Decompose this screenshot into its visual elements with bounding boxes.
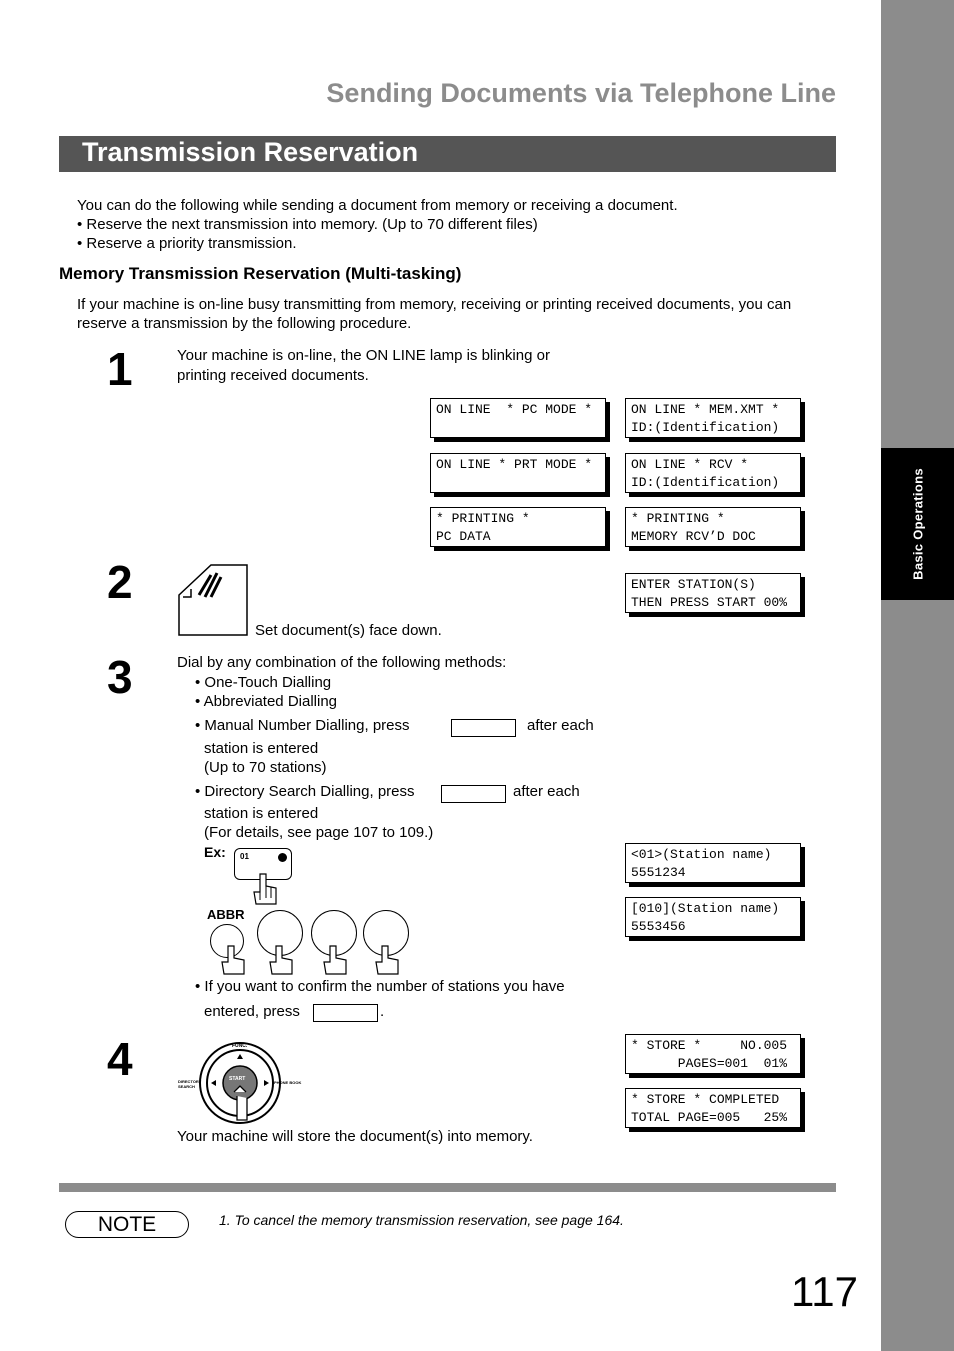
step-number: 1: [107, 343, 133, 395]
divider: [59, 1183, 836, 1192]
lcd-display: [010](Station name) 5553456: [625, 897, 801, 937]
intro-text: You can do the following while sending a document from memory or receiving a document.: [77, 197, 678, 214]
panel-label: DIRECTORY SEARCH: [178, 1079, 202, 1089]
note-label: NOTE: [65, 1211, 189, 1238]
subsection-text: If your machine is on-line busy transmitting from memory, receiving or printing received documents, you can: [77, 296, 792, 313]
lcd-display: ON LINE * MEM.XMT * ID:(Identification): [625, 398, 801, 438]
step-text: Your machine will store the document(s) into memory.: [177, 1128, 533, 1145]
lcd-display: * STORE * COMPLETED TOTAL PAGE=005 25%: [625, 1088, 801, 1128]
finger-press-icon: [218, 944, 248, 976]
method-item: • Manual Number Dialling, press: [195, 717, 410, 734]
note-text: 1. To cancel the memory transmission reservation, see page 164.: [219, 1212, 624, 1228]
subsection-text: reserve a transmission by the following procedure.: [77, 315, 412, 332]
method-item: • Abbreviated Dialling: [195, 693, 338, 710]
step-text: printing received documents.: [177, 367, 369, 384]
page-number: 117: [791, 1268, 858, 1315]
step-text: Set document(s) face down.: [255, 622, 442, 639]
lcd-display: ON LINE * PC MODE *: [430, 398, 606, 438]
finger-press-icon: [266, 944, 296, 976]
step-text: Dial by any combination of the following methods:: [177, 654, 507, 671]
section-title: Transmission Reservation: [82, 137, 419, 167]
finger-press-icon: [372, 944, 402, 976]
lcd-display: ENTER STATION(S) THEN PRESS START 00%: [625, 573, 801, 613]
one-touch-key-label: 01: [240, 852, 249, 861]
chapter-tab: [881, 448, 954, 600]
confirm-text: • If you want to confirm the number of stations you have: [195, 978, 565, 995]
method-item: (Up to 70 stations): [204, 759, 327, 776]
step-number: 3: [107, 651, 133, 703]
lcd-display: ON LINE * PRT MODE *: [430, 453, 606, 493]
page-side-bar: [881, 0, 954, 1351]
finger-press-icon: [250, 872, 280, 906]
lcd-display: <01>(Station name) 5551234: [625, 843, 801, 883]
key-button-box: [441, 785, 506, 803]
step-text: Your machine is on-line, the ON LINE lamp is blinking or: [177, 347, 550, 364]
lcd-display: * STORE * NO.005 PAGES=001 01%: [625, 1034, 801, 1074]
method-item: • Directory Search Dialling, press: [195, 783, 415, 800]
lcd-display: * PRINTING * MEMORY RCV’D DOC: [625, 507, 801, 547]
step-number: 2: [107, 556, 133, 608]
document-face-down-icon: [177, 563, 249, 637]
start-label: START: [229, 1076, 246, 1082]
finger-press-icon: [320, 944, 350, 976]
panel-label: PHONE BOOK: [274, 1080, 302, 1085]
key-indicator-icon: [278, 853, 287, 862]
abbr-label: ABBR: [207, 907, 245, 922]
intro-bullet: • Reserve a priority transmission.: [77, 235, 297, 252]
method-item: after each: [527, 717, 594, 734]
confirm-text: entered, press: [204, 1003, 300, 1020]
method-item: after each: [513, 783, 580, 800]
chapter-title: Sending Documents via Telephone Line: [326, 78, 836, 108]
key-button-box: [451, 719, 516, 737]
section-title-bar: [59, 136, 836, 172]
chapter-tab-label: Basic Operations: [910, 468, 925, 580]
subsection-title: Memory Transmission Reservation (Multi-tasking): [59, 264, 462, 283]
method-item: station is entered: [204, 805, 319, 822]
method-item: station is entered: [204, 740, 319, 757]
lcd-display: * PRINTING * PC DATA: [430, 507, 606, 547]
lcd-display: ON LINE * RCV * ID:(Identification): [625, 453, 801, 493]
example-label: Ex:: [204, 844, 226, 860]
intro-bullet: • Reserve the next transmission into memory. (Up to 70 different files): [77, 216, 538, 233]
step-number: 4: [107, 1033, 133, 1085]
key-button-box: [313, 1004, 378, 1022]
panel-label: FUNC.: [232, 1043, 248, 1049]
method-item: (For details, see page 107 to 109.): [204, 824, 434, 841]
method-item: • One-Touch Dialling: [195, 674, 332, 691]
confirm-text: .: [380, 1003, 385, 1020]
